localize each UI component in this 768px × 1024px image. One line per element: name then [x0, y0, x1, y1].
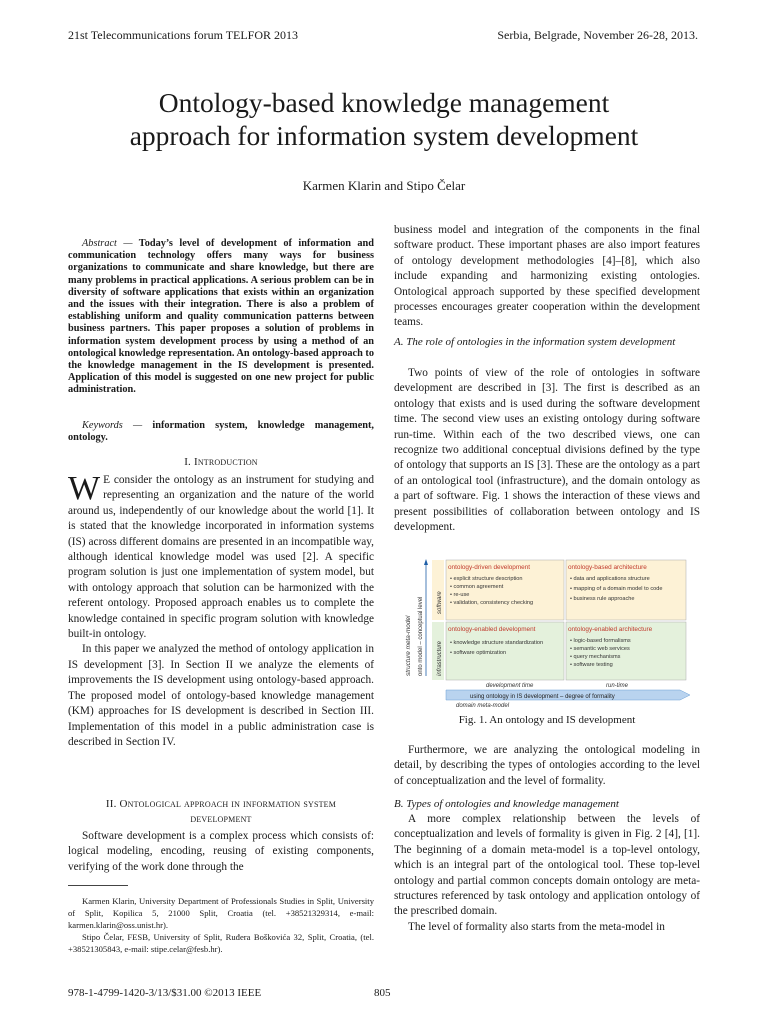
running-header-right: Serbia, Belgrade, November 26-28, 2013.: [497, 28, 698, 42]
label-development-time: development time: [486, 683, 534, 689]
right-col-continuation: [394, 223, 700, 331]
q4-item: • query mechanisms: [570, 654, 621, 660]
section2-paragraph-1: Software development is a complex process which consists of: logical modeling, encoding, reusing of existing components, verifying of the work done through the: [68, 830, 374, 873]
label-software: software: [437, 591, 443, 614]
further-paragraph-text: Furthermore, we are analyzing the ontological modeling in detail, by describing the types of ontologies according to the level of conceptualization and the level of formality.: [394, 744, 700, 787]
footnote-divider: [68, 885, 128, 886]
q2-item: • data and applications structure: [570, 576, 650, 582]
q1-title: ontology-driven development: [448, 564, 531, 571]
section1-paragraph-1: [68, 470, 374, 642]
section2-heading-line2: development: [190, 813, 252, 825]
abstract: [68, 238, 374, 397]
q2-item: • mapping of a domain model to code: [570, 586, 663, 592]
footnote-1: Karmen Klarin, University Department of Professionals Studies in Split, University of Split, Kopilica 5, 21000 Split, Croatia (tel. +38521329314, e-mail: karmen.klarin@oss.unist.hr).: [68, 896, 374, 930]
section1-paragraph-1-text: E consider the ontology as an instrument for studying and representing an organization and the nature of the world around us, independently of our knowledge about the world [1]. It is stated that the knowledge incorporated in information systems (IS) across different domains are presented in an incompatible way, although identical knowledge model was used [2]. A specific program solution is just one implementation of system model, but with ontology approach that solution can be harmonized with the referent ontology. Proposed approach enables us to complete the knowledge contained in specific program solution with knowledge built-in ontology.: [68, 474, 374, 641]
section2-body: [68, 829, 374, 875]
keywords-label: Keywords —: [82, 420, 143, 431]
paper-title-line2: approach for information system development: [129, 120, 639, 151]
running-header-left: 21st Telecommunications forum TELFOR 2013: [68, 28, 299, 42]
figure-1-caption: Fig. 1. An ontology and IS development: [458, 714, 636, 726]
subsection-b-body: [394, 812, 700, 935]
q3-item: • software optimization: [450, 650, 507, 656]
q3-item: • knowledge structure standardization: [450, 640, 544, 646]
paper-authors: Karmen Klarin and Stipo Čelar: [302, 178, 466, 193]
section1-paragraph-2: In this paper we analyzed the method of ontology application in IS development [3]. In Section II we analyze the elements of improvements the IS development using ontology-based approach. The proposed model of ontology-based knowledge management (KM) approaches for IS development is described in Section III. Implementation of this model in a public administration case is described in Section IV.: [68, 643, 374, 748]
paper-title-line1: Ontology-based knowledge management: [158, 87, 610, 118]
q1-item: • explicit structure description: [450, 576, 523, 582]
q2-title: ontology-based architecture: [568, 564, 647, 571]
footer-isbn: 978-1-4799-1420-3/13/$31.00 ©2013 IEEE: [68, 987, 262, 999]
q3-title: ontology-enabled development: [448, 626, 536, 633]
abstract-label: Abstract —: [82, 238, 133, 249]
formality-arrow-label: using ontology in IS development – degree of formality: [470, 694, 615, 700]
q4-item: • semantic web services: [570, 646, 630, 652]
further-paragraph: [394, 743, 700, 789]
axis-onto-model: onto model – conceptual level: [418, 596, 424, 676]
subsection-a-heading: A. The role of ontologies in the information system development: [394, 336, 676, 348]
footnotes: [68, 895, 374, 955]
q1-item: • common agreement: [450, 584, 504, 590]
subsection-a-paragraph: Two points of view of the role of ontologies in software development are described in [3]. The first is described as an ontology that exists and is used during the software development time. The second view uses an existing ontology during software run-time. Within each of the two described views, one can recognize two additional conceptual divisions defined by the type of ontology that supports an IS [3]. These are the ontology as a part of an ontological tool (infrastructure), and the domain ontology as a part of software. Fig. 1 shows the interaction of these views and present possibilities of collaboration between ontology and IS development.: [394, 367, 700, 534]
abstract-text: Today’s level of development of information and communication technology offers many ways for business organizations to communicate and share knowledge, but there are many problems in practical applications. A serious problem can be in diversity of software applications that exists within an organization and the issues with their integration. There is also a problem of establishing uniform and quality communication patterns between business partners. This paper proposes a solution of problems in information system development process by using a method of an ontological knowledge representation. An ontology-based approach to the knowledge management in the IS development is presented. Application of this model is suggested on one new project for public administration.: [68, 238, 375, 396]
page-number: 805: [374, 987, 391, 999]
section2-heading: [68, 797, 374, 827]
section1-heading: I. Introduction: [184, 456, 258, 468]
q1-item: • re-use: [450, 592, 470, 598]
vertical-arrowhead: [424, 559, 428, 565]
q2-item: • business rule approache: [570, 596, 635, 602]
dropcap-letter: W: [68, 470, 101, 507]
paper-title: [0, 86, 768, 152]
footnote-2: Stipo Čelar, FESB, University of Split, Ruđera Boškovića 32, Split, Croatia, (tel. +38521305843, e-mail: stipe.celar@fesb.hr).: [68, 932, 374, 954]
subsection-b-heading: B. Types of ontologies and knowledge management: [394, 798, 619, 810]
figure-1-diagram: [400, 558, 700, 708]
q4-title: ontology-enabled architecture: [568, 626, 653, 633]
right-col-paragraph-cont: business model and integration of the components in the final software product. These important phases are also import features of ontology development methodologies [4]–[8], which also include expanding and harmonizing existing ontologies. Ontological approach supported by these specified development processes encourages greater cooperation within the development teams.: [394, 224, 700, 329]
keywords-text: information system, knowledge management, ontology.: [68, 420, 374, 444]
axis-structure-meta-model: structure meta-model: [405, 615, 412, 676]
section2-heading-line1: II. Ontological approach in information system: [105, 798, 337, 810]
q4-item: • software testing: [570, 662, 613, 668]
subsection-a-body: [394, 366, 700, 535]
q1-item: • validation, consistency checking: [450, 600, 534, 606]
keywords: [68, 420, 374, 444]
label-run-time: run-time: [606, 683, 629, 689]
q4-item: • logic-based formalisms: [570, 638, 631, 644]
label-infrastructure: infrastructure: [437, 640, 443, 676]
label-domain-meta-model: domain meta-model: [456, 703, 510, 708]
subsection-b-paragraph-2: The level of formality also starts from the meta-model in: [408, 920, 665, 933]
section1-body: [68, 470, 374, 750]
subsection-b-paragraph: A more complex relationship between the levels of conceptualization and levels of formality is given in Fig. 2 [4], [1]. The beginning of a domain meta-model is a top-level ontology, which is an integral part of the ontological tool. These top-level ontology and partial common concepts domain ontology are meta-structures referenced by task ontology and application ontology of the prescribed domain.: [394, 813, 700, 918]
